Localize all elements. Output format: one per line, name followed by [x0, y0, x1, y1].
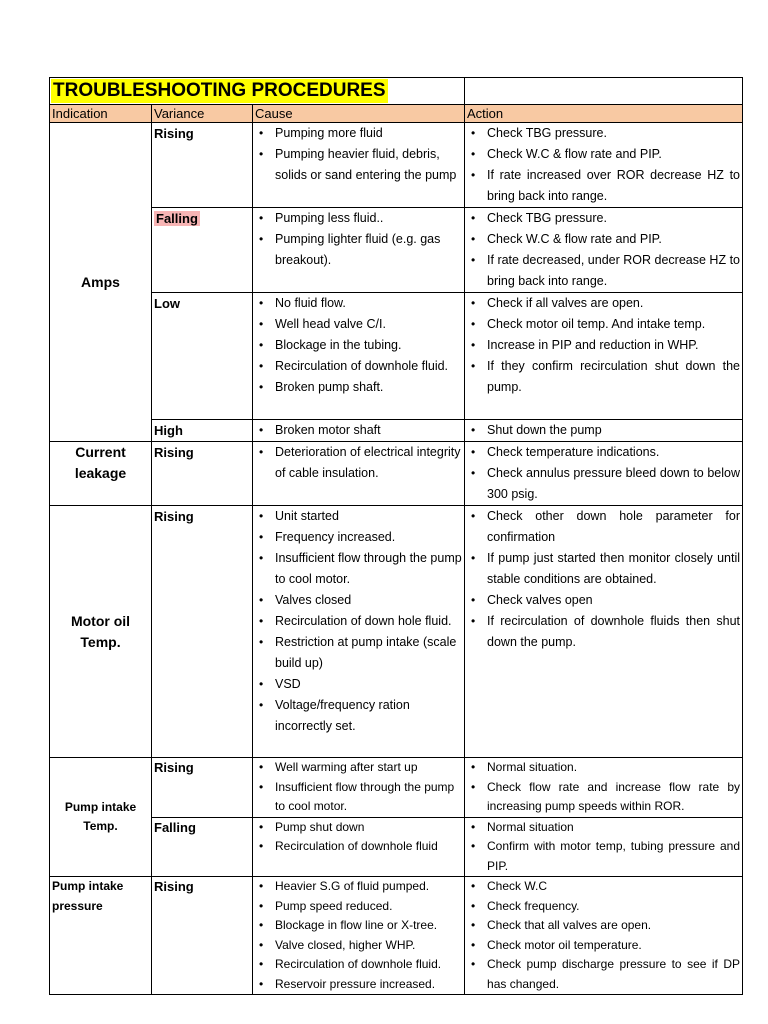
list-item: • Check motor oil temp. And intake temp. [467, 314, 740, 335]
header-cause: Cause [253, 105, 465, 123]
action-cell [465, 420, 743, 442]
action-cell [465, 123, 743, 208]
action-cell [465, 877, 743, 995]
action-cell [465, 293, 743, 420]
cause-cell [253, 817, 465, 877]
bullet-list [467, 877, 740, 994]
action-cell [465, 817, 743, 877]
indication-motor-oil-temp: Motor oil Temp. [50, 506, 152, 758]
bullet-list [467, 208, 740, 292]
indication-pump-intake-pressure: Pump intake pressure [50, 877, 152, 995]
table-row [50, 420, 743, 442]
bullet-list [467, 506, 740, 653]
list-item: • Frequency increased. [255, 527, 462, 548]
variance-cell: Rising [152, 123, 253, 208]
cause-cell [253, 293, 465, 420]
list-item: • No fluid flow. [255, 293, 462, 314]
list-item: • Increase in PIP and reduction in WHP. [467, 335, 740, 356]
table-row [50, 123, 743, 208]
list-item: • If rate decreased, under ROR decrease HZ to bring back into range. [467, 250, 740, 292]
list-item: • Deterioration of electrical integrity of cable insulation. [255, 442, 462, 484]
list-item: • Check flow rate and increase flow rate by increasing pump speeds within ROR. [467, 778, 740, 817]
list-item: • If rate increased over ROR decrease HZ to bring back into range. [467, 165, 740, 207]
cause-cell [253, 442, 465, 506]
list-item: • Check temperature indications. [467, 442, 740, 463]
troubleshooting-table [49, 77, 743, 995]
list-item: • Unit started [255, 506, 462, 527]
action-cell [465, 758, 743, 818]
list-item: • Well warming after start up [255, 758, 462, 778]
bullet-list [467, 420, 740, 441]
list-item: • Check W.C & flow rate and PIP. [467, 229, 740, 250]
list-item: • Check that all valves are open. [467, 916, 740, 936]
list-item: • Check TBG pressure. [467, 208, 740, 229]
title-cell [50, 78, 465, 105]
bullet-list [255, 877, 462, 994]
list-item: • Check motor oil temperature. [467, 936, 740, 956]
list-item: • Check if all valves are open. [467, 293, 740, 314]
header-action: Action [465, 105, 743, 123]
highlighted-variance: Falling [156, 211, 198, 226]
list-item: • Pump shut down [255, 818, 462, 838]
list-item: • Valve closed, higher WHP. [255, 936, 462, 956]
table-row [50, 877, 743, 995]
page-title: TROUBLESHOOTING PROCEDURES [53, 80, 386, 101]
cause-cell [253, 506, 465, 758]
table-row [50, 442, 743, 506]
action-cell [465, 208, 743, 293]
cause-cell [253, 123, 465, 208]
cause-cell [253, 758, 465, 818]
list-item: • Normal situation [467, 818, 740, 838]
list-item: • Voltage/frequency ration incorrectly set. [255, 695, 462, 737]
list-item: • Broken pump shaft. [255, 377, 462, 398]
list-item: • VSD [255, 674, 462, 695]
table-row [50, 506, 743, 758]
bullet-list [467, 818, 740, 877]
table-row [50, 758, 743, 818]
cause-cell [253, 877, 465, 995]
list-item: • Recirculation of downhole fluid [255, 837, 462, 857]
list-item: • Recirculation of down hole fluid. [255, 611, 462, 632]
list-item: • Shut down the pump [467, 420, 740, 441]
bullet-list [467, 123, 740, 207]
table-row [50, 208, 743, 293]
table-row [50, 293, 743, 420]
list-item: • Normal situation. [467, 758, 740, 778]
list-item: • If they confirm recirculation shut down the pump. [467, 356, 740, 398]
list-item: • Insufficient flow through the pump to cool motor. [255, 548, 462, 590]
header-variance: Variance [152, 105, 253, 123]
bullet-list [255, 506, 462, 737]
list-item: • Confirm with motor temp, tubing pressure and PIP. [467, 837, 740, 876]
list-item: • Check valves open [467, 590, 740, 611]
list-item: • Well head valve C/I. [255, 314, 462, 335]
bullet-list [255, 123, 462, 186]
title-blank-cell [465, 78, 743, 105]
variance-cell: Low [152, 293, 253, 420]
bullet-list [255, 758, 462, 817]
bullet-list [255, 420, 462, 441]
bullet-list [255, 293, 462, 398]
bullet-list [467, 758, 740, 817]
action-cell [465, 442, 743, 506]
list-item: • Pumping more fluid [255, 123, 462, 144]
list-item: • Check annulus pressure bleed down to below 300 psig. [467, 463, 740, 505]
bullet-list [255, 208, 462, 271]
cause-cell [253, 208, 465, 293]
bullet-list [467, 442, 740, 505]
table-row [50, 817, 743, 877]
header-row [50, 105, 743, 123]
list-item: • Pumping less fluid.. [255, 208, 462, 229]
list-item: • Check W.C & flow rate and PIP. [467, 144, 740, 165]
list-item: • Restriction at pump intake (scale build up) [255, 632, 462, 674]
action-cell [465, 506, 743, 758]
list-item: • Pumping heavier fluid, debris, solids or sand entering the pump [255, 144, 462, 186]
cause-cell [253, 420, 465, 442]
list-item: • Heavier S.G of fluid pumped. [255, 877, 462, 897]
variance-cell: Rising [152, 442, 253, 506]
header-indication: Indication [50, 105, 152, 123]
indication-amps: Amps [50, 123, 152, 442]
list-item: • Broken motor shaft [255, 420, 462, 441]
list-item: • Insufficient flow through the pump to cool motor. [255, 778, 462, 817]
list-item: • Recirculation of downhole fluid. [255, 955, 462, 975]
variance-cell: Falling [152, 817, 253, 877]
variance-cell: High [152, 420, 253, 442]
list-item: • Check TBG pressure. [467, 123, 740, 144]
list-item: • Blockage in flow line or X-tree. [255, 916, 462, 936]
indication-current-leakage: Current leakage [50, 442, 152, 506]
variance-cell [152, 208, 253, 293]
list-item: • Recirculation of downhole fluid. [255, 356, 462, 377]
list-item: • Check pump discharge pressure to see if DP has changed. [467, 955, 740, 994]
list-item: • Blockage in the tubing. [255, 335, 462, 356]
list-item: • Valves closed [255, 590, 462, 611]
list-item: • Check other down hole parameter for confirmation [467, 506, 740, 548]
bullet-list [255, 442, 462, 484]
list-item: • If recirculation of downhole fluids then shut down the pump. [467, 611, 740, 653]
list-item: • Reservoir pressure increased. [255, 975, 462, 995]
list-item: • Pump speed reduced. [255, 897, 462, 917]
bullet-list [467, 293, 740, 398]
variance-cell: Rising [152, 877, 253, 995]
list-item: • If pump just started then monitor closely until stable conditions are obtained. [467, 548, 740, 590]
bullet-list [255, 818, 462, 857]
list-item: • Check W.C [467, 877, 740, 897]
variance-cell: Rising [152, 758, 253, 818]
list-item: • Pumping lighter fluid (e.g. gas breakout). [255, 229, 462, 271]
variance-cell: Rising [152, 506, 253, 758]
list-item: • Check frequency. [467, 897, 740, 917]
indication-pump-intake-temp: Pump intake Temp. [50, 758, 152, 877]
